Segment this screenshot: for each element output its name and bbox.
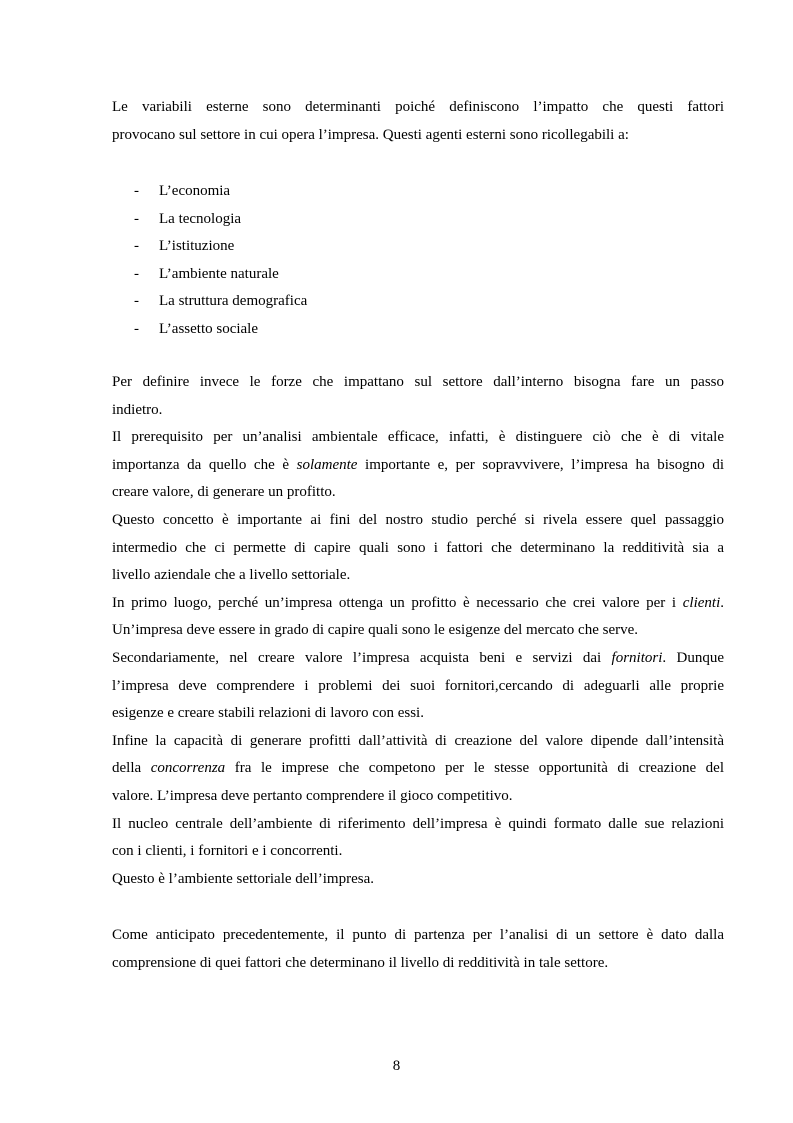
list-item-label: L’economia bbox=[159, 183, 231, 199]
bullet-dash: - bbox=[134, 183, 139, 199]
bullet-dash: - bbox=[134, 210, 139, 227]
list-item-label: La struttura demografica bbox=[159, 293, 308, 310]
text-line bbox=[112, 755, 724, 783]
text-line: l’impresa deve comprendere i problemi dei suoi fornitori,cercando di adeguarli alle proprie bbox=[112, 677, 724, 694]
text-line: livello aziendale che a livello settoriale. bbox=[112, 567, 351, 584]
text-line: Le variabili esterne sono determinanti poiché definiscono l’impatto che questi fattori bbox=[112, 99, 724, 115]
text-line: valore. L’impresa deve pertanto comprendere il gioco competitivo. bbox=[112, 787, 513, 804]
text-line: Un’impresa deve essere in grado di capire quali sono le esigenze del mercato che serve. bbox=[112, 622, 639, 639]
bullet-dash: - bbox=[134, 293, 139, 310]
emphasis-text: concorrenza bbox=[150, 760, 226, 777]
text-line: esigenze e creare stabili relazioni di lavoro con essi. bbox=[112, 705, 424, 722]
list-item bbox=[112, 288, 512, 316]
external-agents-list bbox=[112, 178, 512, 344]
list-item bbox=[112, 316, 512, 344]
text-line: Questo è l’ambiente settoriale dell’impresa. bbox=[112, 870, 374, 887]
list-item-label: L’istituzione bbox=[159, 238, 235, 255]
list-item-label: La tecnologia bbox=[159, 210, 242, 227]
text-line bbox=[112, 452, 724, 480]
emphasis-text: clienti bbox=[682, 594, 721, 611]
text-run: In primo luogo, perché un’impresa ottenga un profitto è necessario che crei valore per i bbox=[112, 594, 683, 611]
bullet-dash: - bbox=[134, 238, 139, 255]
text-line: intermedio che ci permette di capire quali sono i fattori che determinano la redditività sia a bbox=[112, 539, 724, 556]
paragraph-conclusion bbox=[112, 922, 724, 977]
text-line: comprensione di quei fattori che determinano il livello di redditività in tale settore. bbox=[112, 954, 609, 971]
text-line: Come anticipato precedentemente, il punto di partenza per l’analisi di un settore è dato dalla bbox=[112, 927, 724, 943]
bullet-dash: - bbox=[134, 265, 139, 282]
text-line: provocano sul settore in cui opera l’impresa. Questi agenti esterni sono ricollegabili a: bbox=[112, 126, 629, 143]
page-number: 8 bbox=[392, 1058, 401, 1074]
paragraph-external-variables bbox=[112, 94, 724, 149]
text-line: Infine la capacità di generare profitti dall’attività di creazione del valore dipende dall’intensità bbox=[112, 732, 724, 749]
emphasis-text: fornitori bbox=[611, 649, 663, 666]
text-line bbox=[112, 590, 724, 618]
list-item bbox=[112, 178, 512, 206]
list-item-label: L’ambiente naturale bbox=[159, 265, 279, 282]
text-line: indietro. bbox=[112, 401, 163, 418]
list-item bbox=[112, 261, 512, 289]
text-run: . Dunque bbox=[662, 649, 724, 666]
text-run: Secondariamente, nel creare valore l’impresa acquista beni e servizi dai bbox=[112, 649, 612, 666]
text-run: della bbox=[112, 760, 151, 777]
text-line: Per definire invece le forze che impattano sul settore dall’interno bisogna fare un passo bbox=[112, 374, 724, 390]
text-run: importanza da quello che è bbox=[112, 456, 297, 473]
bullet-dash: - bbox=[134, 320, 139, 337]
list-item bbox=[112, 233, 512, 261]
text-line bbox=[112, 645, 724, 673]
text-line: Il prerequisito per un’analisi ambientale efficace, infatti, è distinguere ciò che è di vitale bbox=[112, 429, 724, 446]
list-item-label: L’assetto sociale bbox=[159, 320, 259, 337]
emphasis-text: solamente bbox=[296, 456, 358, 473]
text-run: importante e, per sopravvivere, l’impresa ha bisogno di bbox=[357, 456, 724, 473]
text-line: Questo concetto è importante ai fini del nostro studio perché si rivela essere quel passaggio bbox=[112, 511, 724, 528]
list-item bbox=[112, 206, 512, 234]
paragraph-main-body bbox=[112, 369, 724, 893]
text-run: fra le imprese che competono per le stesse opportunità di creazione del bbox=[225, 760, 725, 777]
text-line: con i clienti, i fornitori e i concorrenti. bbox=[112, 843, 343, 860]
text-line: Il nucleo centrale dell’ambiente di riferimento dell’impresa è quindi formato dalle sue relazioni bbox=[112, 815, 724, 832]
text-run: . bbox=[720, 594, 724, 611]
text-line: creare valore, di generare un profitto. bbox=[112, 484, 336, 501]
